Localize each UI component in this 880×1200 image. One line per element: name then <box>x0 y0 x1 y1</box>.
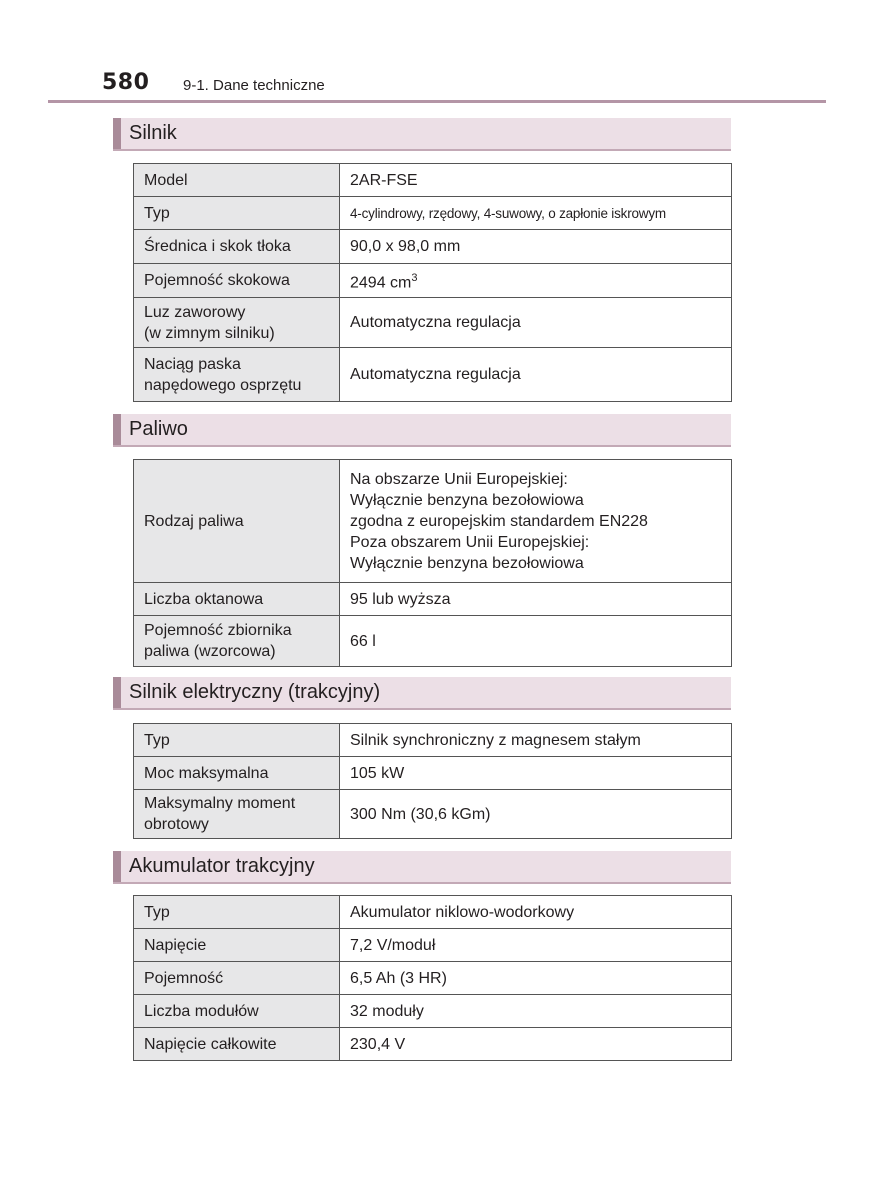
row-label: Liczba modułów <box>134 995 340 1028</box>
page-number: 580 <box>102 70 150 95</box>
row-value: 4-cylindrowy, rzędowy, 4-suwowy, o zapłonie iskrowym <box>340 197 732 230</box>
row-label: Średnica i skok tłoka <box>134 230 340 264</box>
row-label: Liczba oktanowa <box>134 583 340 616</box>
row-value: Akumulator niklowo-wodorkowy <box>340 896 732 929</box>
table-row <box>134 1028 732 1061</box>
table-row <box>134 230 732 264</box>
spec-table-akumulator <box>133 895 732 1061</box>
table-row <box>134 197 732 230</box>
row-value: 7,2 V/moduł <box>340 929 732 962</box>
section-underline <box>113 445 731 447</box>
chapter-title: 9-1. Dane techniczne <box>183 77 325 94</box>
section-header-silnik <box>113 118 731 149</box>
section-title: Paliwo <box>129 418 188 440</box>
row-value: 230,4 V <box>340 1028 732 1061</box>
spec-table-silnik-elektryczny <box>133 723 732 839</box>
row-label: Napięcie <box>134 929 340 962</box>
row-value: 90,0 x 98,0 mm <box>340 230 732 264</box>
row-value: 2AR-FSE <box>340 164 732 197</box>
row-value: Automatyczna regulacja <box>340 298 732 348</box>
table-row <box>134 348 732 402</box>
section-title: Akumulator trakcyjny <box>129 855 315 877</box>
row-label: Luz zaworowy (w zimnym silniku) <box>134 298 340 348</box>
row-label: Pojemność skokowa <box>134 264 340 298</box>
row-label: Typ <box>134 896 340 929</box>
page-header <box>0 0 880 110</box>
table-row <box>134 298 732 348</box>
row-value: 95 lub wyższa <box>340 583 732 616</box>
section-header-paliwo <box>113 414 731 445</box>
row-value <box>340 264 732 298</box>
table-row <box>134 164 732 197</box>
row-label: Typ <box>134 197 340 230</box>
section-title: Silnik <box>129 122 177 144</box>
section-underline <box>113 149 731 151</box>
row-value: Silnik synchroniczny z magnesem stałym <box>340 724 732 757</box>
table-row <box>134 757 732 790</box>
section-title: Silnik elektryczny (trakcyjny) <box>129 681 381 703</box>
row-value: Na obszarze Unii Europejskiej: Wyłącznie benzyna bezołowiowa zgodna z europejskim standardem EN228 Poza obszarem Unii Europejskiej: Wyłącznie benzyna bezołowiowa <box>340 460 732 583</box>
row-value: 300 Nm (30,6 kGm) <box>340 790 732 839</box>
spec-table-silnik <box>133 163 732 402</box>
row-value: 66 l <box>340 616 732 667</box>
section-header-akumulator <box>113 851 731 882</box>
row-label: Pojemność <box>134 962 340 995</box>
value-superscript: 3 <box>411 271 418 284</box>
table-row <box>134 583 732 616</box>
header-rule <box>48 100 826 103</box>
value-text: 2494 cm <box>350 274 412 292</box>
section-underline <box>113 708 731 710</box>
row-value: 105 kW <box>340 757 732 790</box>
table-row <box>134 264 732 298</box>
row-label: Typ <box>134 724 340 757</box>
row-label: Rodzaj paliwa <box>134 460 340 583</box>
table-row <box>134 616 732 667</box>
table-row <box>134 896 732 929</box>
row-label: Napięcie całkowite <box>134 1028 340 1061</box>
table-row <box>134 995 732 1028</box>
table-row <box>134 962 732 995</box>
section-underline <box>113 882 731 884</box>
table-row <box>134 460 732 583</box>
row-value: Automatyczna regulacja <box>340 348 732 402</box>
row-label: Model <box>134 164 340 197</box>
row-label: Naciąg paska napędowego osprzętu <box>134 348 340 402</box>
section-header-silnik-elektryczny <box>113 677 731 708</box>
row-label: Moc maksymalna <box>134 757 340 790</box>
row-label: Maksymalny moment obrotowy <box>134 790 340 839</box>
spec-table-paliwo <box>133 459 732 667</box>
table-row <box>134 724 732 757</box>
table-row <box>134 929 732 962</box>
row-value: 32 moduły <box>340 995 732 1028</box>
row-label: Pojemność zbiornika paliwa (wzorcowa) <box>134 616 340 667</box>
table-row <box>134 790 732 839</box>
row-value: 6,5 Ah (3 HR) <box>340 962 732 995</box>
